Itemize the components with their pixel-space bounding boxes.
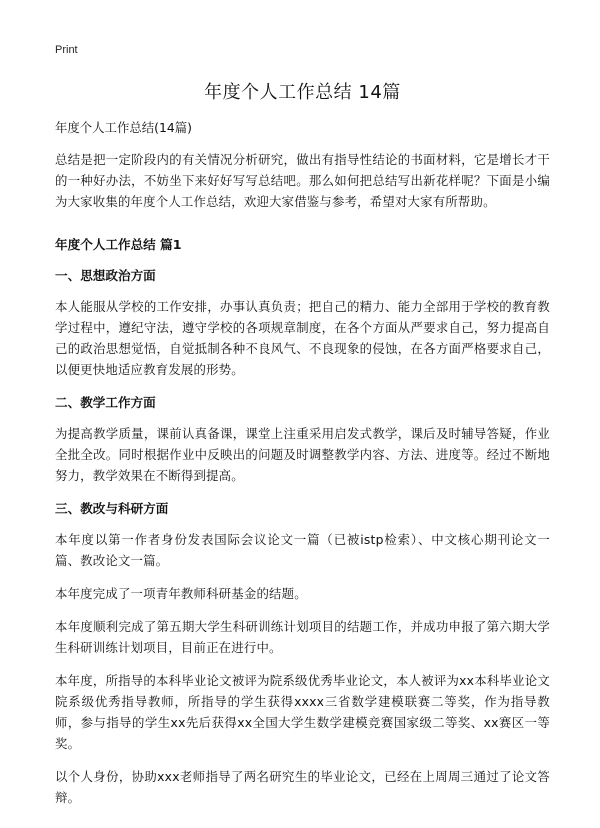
section-heading-research: 三、教改与科研方面 — [55, 501, 169, 516]
section-heading-politics: 一、思想政治方面 — [55, 268, 156, 283]
article-heading: 年度个人工作总结 篇1 — [55, 237, 182, 252]
document-subtitle: 年度个人工作总结(14篇) — [55, 120, 192, 135]
section-heading-teaching: 二、教学工作方面 — [55, 395, 156, 410]
section-paragraph: 本年度，所指导的本科毕业论文被评为院系级优秀毕业论文，本人被评为xx本科毕业论文院系级优秀指导教师，所指导的学生获得xxxx三省数学建模联赛二等奖，作为指导教师，参与指导的学生xx先后获得xx全国大学生数学建模竞赛国家级二等奖、xx赛区一等奖。 — [55, 673, 550, 751]
document-page — [55, 44, 550, 820]
section-paragraph: 本年度以第一作者身份发表国际会议论文一篇（已被istp检索）、中文核心期刊论文一篇、教改论文一篇。 — [55, 532, 550, 568]
print-label: Print — [55, 44, 78, 56]
section-paragraph: 本人能服从学校的工作安排，办事认真负责；把自己的精力、能力全部用于学校的教育教学过程中，遵纪守法，遵守学校的各项规章制度，在各个方面从严要求自己，努力提高自己的政治思想觉悟，自觉抵制各种不良风气、不良现象的侵蚀，在各方面严格要求自己，以便更快地适应教育发展的形势。 — [55, 299, 550, 377]
section-paragraph: 以个人身份，协助xxx老师指导了两名研究生的毕业论文，已经在上周周三通过了论文答辩。 — [55, 769, 550, 805]
section-paragraph: 为提高教学质量，课前认真备课，课堂上注重采用启发式教学，课后及时辅导答疑，作业全批全改。同时根据作业中反映出的问题及时调整教学内容、方法、进度等。经过不断地努力，教学效果在不断得到提高。 — [55, 426, 550, 483]
section-paragraph: 本年度顺利完成了第五期大学生科研训练计划项目的结题工作，并成功申报了第六期大学生科研训练计划项目，目前正在进行中。 — [55, 619, 550, 655]
intro-paragraph: 总结是把一定阶段内的有关情况分析研究，做出有指导性结论的书面材料，它是增长才干的一种好办法，不妨坐下来好好写写总结吧。那么如何把总结写出新花样呢？下面是小编为大家收集的年度个人工作总结，欢迎大家借鉴与参考，希望对大家有所帮助。 — [55, 152, 550, 209]
document-title: 年度个人工作总结 14篇 — [204, 82, 401, 103]
section-paragraph: 本年度完成了一项青年教师科研基金的结题。 — [55, 586, 307, 601]
